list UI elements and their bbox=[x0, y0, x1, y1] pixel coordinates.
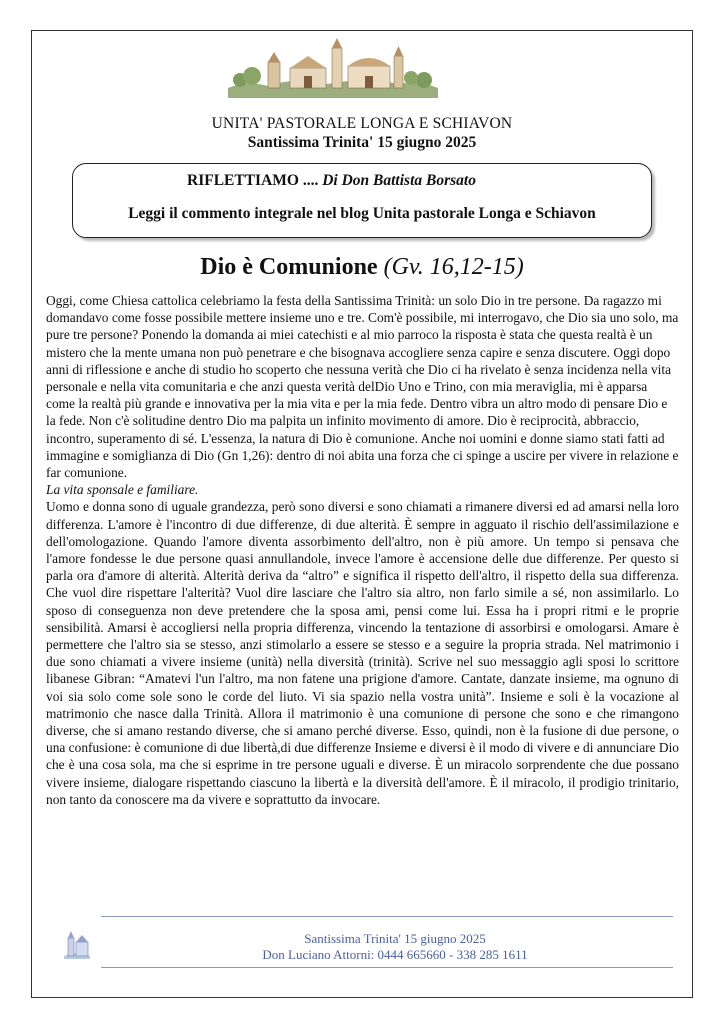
callout-title bbox=[187, 172, 476, 190]
gospel-reference: (Gv. 16,12-15) bbox=[383, 254, 524, 280]
title-text: Dio è Comunione bbox=[200, 254, 378, 280]
footer-contact: Don Luciano Attorni: 0444 665660 - 338 285 1611 bbox=[262, 947, 528, 962]
churches-illustration bbox=[228, 36, 438, 98]
blog-note: Leggi il commento integrale nel blog Unita pastorale Longa e Schiavon bbox=[128, 205, 596, 222]
commentary-callout bbox=[72, 163, 652, 238]
parish-name: UNITA' PASTORALE LONGA E SCHIAVON bbox=[211, 115, 513, 132]
paragraph-marriage: Uomo e donna sono di uguale grandezza, però sono diversi e sono chiamati a rimanere diversi ed ad amarsi nella loro differenza. L'amore è l'incontro di due differenze, di due alterità. È sempre in agguato il rischio dell'assimilazione e dell'omologazione. Quando l'amore diventa assorbimento dell'altro, non è più amore. Un tempo si pensava che l'amore fondesse le due persone quasi annullandole, invece l'amore è accensione delle due differenze. Per questo si parla ora d'amore di alterità. Alterità deriva da “altro” e significa il rispetto dell'altro, il rispetto della sua differenza. Che vuol dire rispettare l'alterità? Vuol dire lasciare che l'altro sia altro, non farlo simile a sé, non assimilarlo. Lo sposo di conseguenza non deve pretendere che la sposa ami, pensi come lui. Essa ha i propri ritmi e le proprie sensibilità. Amarsi è accogliersi nella propria differenza, vincendo la tentazione di assorbirsi e omologarsi. Amare è permettere che l'altro sia se stesso, anzi stimolarlo a essere se stesso e a seguire la propria strada. Nel matrimonio i due sono chiamati a vivere insieme (unità) nella diversità (trinità). Scrive nel suo messaggio agli sposi lo scrittore libanese Gibran: “Amatevi l'un l'altro, ma non fatene una prigione d'amore. Cantate, danzate insieme, ma ognuno di voi sia solo come sole sono le corde del liuto. Vi sia spazio nella vostra unità”. Insieme e soli è la vocazione al matrimonio che nasce dalla Trinità. Allora il matrimonio è una comunione di persone che sono e che rimangono diverse, che si amano restando diverse, che si amano perché diverse. Esso, quindi, non è la fusione di due persone, o una confusione: è comunione di due libertà,di due differenze Insieme e diversi è il modo di vivere e di annunciare Dio che è una cosa sola, ma che si esprime in tre persone uguali e diverse. È un miracolo sorprendente che due possano vivere insieme, dialogare rispettando ciascuno la libertà e la diversità dell'amore. È il miracolo, il prodigio trinitario, non tanto da conoscere ma da vivere e soprattutto da invocare. bbox=[46, 499, 679, 807]
footer-divider-bottom bbox=[101, 967, 673, 968]
issue-date: Santissima Trinita' 15 giugno 2025 bbox=[247, 134, 477, 151]
callout-lead: RIFLETTIAMO .... bbox=[187, 172, 319, 189]
section-heading: La vita sponsale e familiare. bbox=[46, 482, 199, 498]
footer-divider-top bbox=[101, 916, 673, 917]
article-body bbox=[46, 292, 679, 808]
footer-date: Santissima Trinita' 15 giugno 2025 bbox=[304, 931, 486, 946]
paragraph-intro: Oggi, come Chiesa cattolica celebriamo la festa della Santissima Trinità: un solo Dio in tre persone. Da ragazzo mi domandavo come fosse possibile mettere insieme uno e tre. Com'è possibile, mi interrogavo, che Dio sia uno solo, ma pure tre persone? Ponendo la domanda ai miei catechisti e al mio parroco la risposta è stata che questa realtà è un mistero che la mente umana non può penetrare e che bisognava accogliere senza capire e senza discutere. Oggi dopo anni di riflessione e anche di studio ho scoperto che nessuna verità che Dio ci ha rivelato è senza incidenza nella vita personale e nella vita comunitaria e che anzi questa verità delDio Uno e Trino, con mia meraviglia, mi è apparsa come la realtà più grande e innovativa per la mia vita e per la mia fede. Dentro vibra un altro modo di pensare Dio e la fede. Non c'è solitudine dentro Dio ma palpita un infinito movimento di amore. Dio è reciprocità, abbraccio, incontro, superamento di sé. L'essenza, la natura di Dio è comunione. Anche noi uomini e donne siamo stati fatti ad immagine e somiglianza di Dio (Gn 1,26): dentro di noi abita una forza che ci spinge a uscire per vivere in relazione e far comunione. bbox=[46, 293, 679, 481]
callout-author: Di Don Battista Borsato bbox=[322, 172, 476, 189]
article-title bbox=[0, 254, 724, 281]
